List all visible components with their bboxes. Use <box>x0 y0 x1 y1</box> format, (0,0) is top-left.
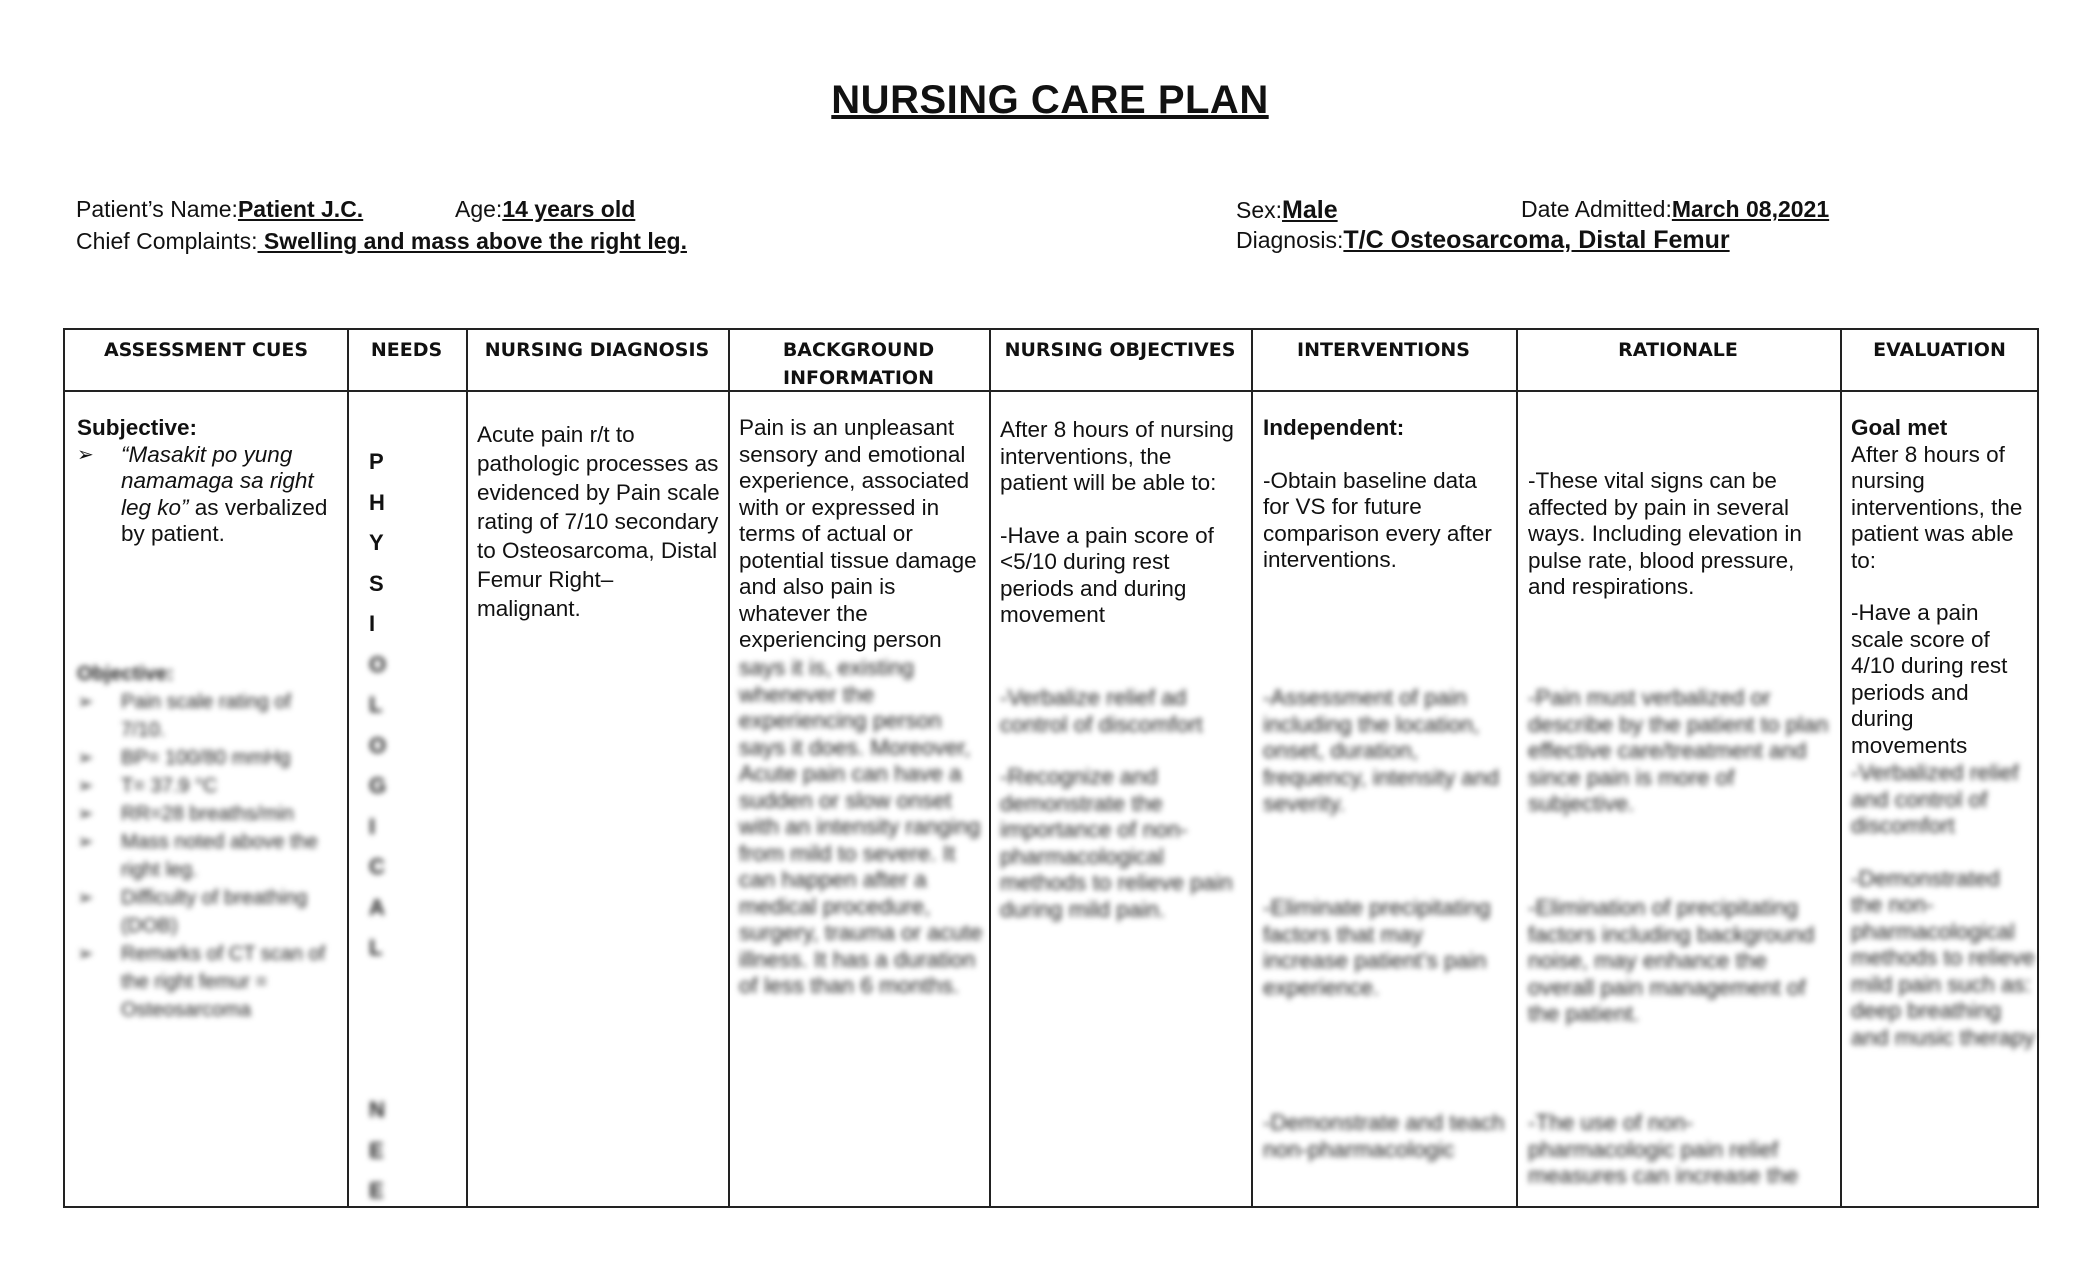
column-divider <box>1516 330 1518 1206</box>
column-divider <box>1840 330 1842 1206</box>
independent-label: Independent: <box>1263 415 1405 440</box>
evaluation-item-1: -Have a pain scale score of 4/10 during rest periods and during movements <box>1851 600 2008 758</box>
chief-complaints-label: Chief Complaints: <box>76 228 258 254</box>
header-nursing-diagnosis: NURSING DIAGNOSIS <box>484 339 710 361</box>
objectives-item-1: -Have a pain score of <5/10 during rest periods and during movement <box>1000 522 1214 627</box>
needs-vertical-text <box>347 449 466 1219</box>
rationale-item-2-cell: -Pain must verbalized or describe by the patient to plan effective care/treatment and since pain is more of subjective. <box>1528 685 1829 816</box>
evaluation-visible-cell <box>1851 415 2035 758</box>
interventions-item-1: -Obtain baseline data for VS for future comparison every after interventions. <box>1263 467 1492 572</box>
column-divider <box>466 330 468 1206</box>
sex-value: Male <box>1282 196 1338 224</box>
needs-letter <box>347 1016 466 1057</box>
evaluation-intro: After 8 hours of nursing interventions, the patient was able to: <box>1851 441 2023 573</box>
rationale-visible-cell: -These vital signs can be affected by pain in several ways. Including elevation in pulse rate, blood pressure, and respirations. <box>1528 468 1802 599</box>
needs-letter: E <box>369 1137 384 1163</box>
chief-complaints-field <box>76 228 687 255</box>
patient-name-field <box>76 196 363 223</box>
header-rationale: RATIONALE <box>1618 339 1738 361</box>
objectives-intro: After 8 hours of nursing interventions, the patient will be able to: <box>1000 417 1234 495</box>
header-evaluation: EVALUATION <box>1873 339 2006 361</box>
interventions-item-2-cell: -Assessment of pain including the location, onset, duration, frequency, intensity and severity. <box>1263 685 1499 816</box>
objective-item: ➢ BP= 100/80 mmHg <box>77 744 339 772</box>
objective-item: ➢ Remarks of CT scan of the right femur = Osteosarcoma <box>77 940 339 1024</box>
list-item <box>77 442 339 548</box>
date-admitted-value: March 08,2021 <box>1671 196 1830 222</box>
header-needs: NEEDS <box>370 339 443 361</box>
objective-item: ➢ Mass noted above the right leg. <box>77 828 339 884</box>
column-divider <box>1251 330 1253 1206</box>
quote-suffix: as verbalized by patient. <box>121 494 328 546</box>
rationale-item-4-cell: -The use of non-pharmacologic pain relief measures can increase the <box>1528 1110 1799 1188</box>
objective-item: ➢ Difficulty of breathing (DOB) <box>77 884 339 940</box>
needs-letter <box>347 976 466 1017</box>
needs-letter: E <box>369 1178 384 1203</box>
evaluation-item-2: -Verbalized relief and control of discomfort <box>1851 760 2019 838</box>
interventions-visible-cell <box>1263 415 1508 574</box>
needs-letter: I <box>369 813 376 839</box>
objective-list <box>77 688 339 1024</box>
objectives-blurred-cell <box>1000 685 1245 923</box>
subjective-list <box>77 442 339 548</box>
header-assessment-cues: ASSESSMENT CUES <box>103 339 309 361</box>
diagnosis-label: Diagnosis: <box>1236 227 1344 253</box>
header-interventions: INTERVENTIONS <box>1297 339 1470 361</box>
nursing-diagnosis-cell: Acute pain r/t to pathologic processes as evidenced by Pain scale rating of 7/10 secondary to Osteosarcoma, Distal Femur Right– malignant. <box>477 422 720 621</box>
patient-name-label: Patient’s Name: <box>76 196 238 222</box>
column-divider <box>989 330 991 1206</box>
objective-item: ➢ T= 37.9 °C <box>77 772 339 800</box>
needs-letter: Y <box>369 530 384 555</box>
goal-met-label: Goal met <box>1851 415 1948 440</box>
interventions-item-4-cell: -Demonstrate and teach non-pharmacologic <box>1263 1110 1505 1162</box>
sex-label: Sex: <box>1236 197 1283 223</box>
needs-letter: L <box>369 692 383 717</box>
needs-letter <box>347 1057 466 1098</box>
diagnosis-value: T/C Osteosarcoma, Distal Femur <box>1343 226 1730 254</box>
needs-letter: A <box>369 894 385 920</box>
evaluation-blurred-cell <box>1851 760 2035 1051</box>
background-blurred-cell: says it is, existing whenever the experiencing person says it does. Moreover, Acute pain can have a sudden or slow onset with an intensity ranging from mild to severe. It can happen after a medical procedure, surgery, trauma or acute illness. It has a duration of less than 6 months. <box>739 655 983 998</box>
page-title: NURSING CARE PLAN <box>831 78 1269 122</box>
age-value: 14 years old <box>502 196 636 222</box>
objective-item: ➢ RR=28 breaths/min <box>77 800 339 828</box>
subjective-label: Subjective: <box>77 415 198 440</box>
objective-item: ➢ Pain scale rating of 7/10. <box>77 688 339 744</box>
chief-complaints-value: Swelling and mass above the right leg. <box>257 228 687 254</box>
objectives-item-3: -Recognize and demonstrate the importance of non-pharmacological methods to relieve pain during mild pain. <box>1000 764 1233 922</box>
needs-letter: N <box>369 1097 385 1122</box>
age-field <box>455 196 635 223</box>
needs-letter: P <box>369 449 384 474</box>
evaluation-item-3: -Demonstrated the non-pharmacological methods to relieve mild pain such as: deep breathing and music therapy <box>1851 865 2035 1050</box>
rationale-item-3-cell: -Elimination of precipitating factors including background noise, may enhance the overall pain management of the patient. <box>1528 895 1815 1026</box>
needs-letter: S <box>369 570 384 596</box>
date-admitted-label: Date Admitted: <box>1521 196 1672 222</box>
assessment-cell <box>77 415 339 548</box>
age-label: Age: <box>455 196 503 222</box>
needs-letter: H <box>369 489 385 515</box>
diagnosis-field <box>1236 226 1730 255</box>
needs-letter: G <box>369 773 387 798</box>
patient-name-value: Patient J.C. <box>237 196 364 222</box>
date-admitted-field <box>1521 196 1829 223</box>
objectives-visible-cell <box>1000 417 1245 662</box>
needs-letter: C <box>369 854 385 879</box>
objective-label: Objective: <box>77 663 174 685</box>
objective-cell <box>77 660 339 1024</box>
needs-letter: I <box>369 611 376 636</box>
needs-letter: O <box>369 651 387 677</box>
sex-field <box>1236 196 1338 225</box>
interventions-item-3-cell: -Eliminate precipitating factors that may increase patient’s pain experience. <box>1263 895 1491 1000</box>
header-background-information: BACKGROUND INFORMATION <box>782 339 935 389</box>
column-divider <box>728 330 730 1206</box>
objectives-item-2: -Verbalize relief ad control of discomfort <box>1000 685 1203 737</box>
patient-quote: “Masakit po yung namamaga sa right leg ko” <box>121 441 314 520</box>
needs-letter: L <box>369 935 383 960</box>
background-visible-cell: Pain is an unpleasant sensory and emotional experience, associated with or expressed in terms of actual or potential tissue damage and also pain is whatever the experiencing person <box>739 415 977 652</box>
care-plan-table <box>63 328 2039 1208</box>
header-nursing-objectives: NURSING OBJECTIVES <box>1004 339 1236 361</box>
needs-letter: O <box>369 732 387 758</box>
